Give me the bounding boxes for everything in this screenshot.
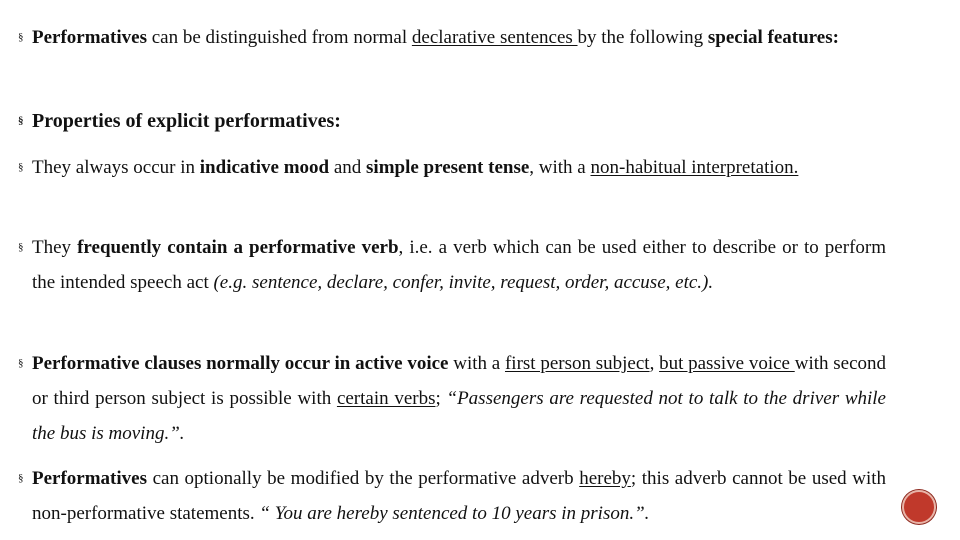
text-segment: hereby bbox=[579, 468, 631, 489]
bullet-text bbox=[32, 110, 341, 132]
bullet-active-voice bbox=[18, 346, 886, 451]
text-segment: declarative sentences bbox=[411, 27, 578, 48]
text-segment: ; this adverb cannot be used with non-performative statements. bbox=[32, 468, 887, 524]
bullet-text bbox=[32, 27, 839, 48]
text-segment: can optionally be modified by the performative adverb bbox=[147, 468, 580, 489]
text-segment: “ You are hereby sentenced to 10 years in prison.”. bbox=[259, 503, 650, 524]
bullet-hereby-adverb bbox=[18, 461, 886, 531]
text-segment: special features: bbox=[707, 27, 839, 48]
text-segment: with a bbox=[448, 353, 505, 374]
text-segment: non-habitual interpretation. bbox=[590, 157, 799, 178]
bullet-indicative-mood bbox=[18, 150, 886, 185]
bullet-text bbox=[32, 353, 886, 444]
bullet-marker: § bbox=[18, 115, 24, 127]
text-segment: with second or third person subject is possible with bbox=[32, 353, 887, 409]
text-segment: can be distinguished from normal bbox=[147, 27, 412, 48]
text-segment: ; bbox=[435, 388, 447, 409]
bullet-marker: § bbox=[18, 31, 24, 43]
text-segment: by the following bbox=[577, 27, 708, 48]
text-segment: frequently contain a performative verb bbox=[77, 237, 399, 258]
text-segment: Properties of explicit performatives: bbox=[32, 110, 341, 132]
page-number-badge bbox=[902, 490, 936, 524]
text-segment: Performatives bbox=[32, 468, 147, 489]
text-segment: Performatives bbox=[32, 27, 147, 48]
text-segment: indicative mood bbox=[199, 157, 330, 178]
bullet-text bbox=[32, 468, 886, 524]
text-segment: but passive voice bbox=[659, 353, 795, 374]
text-segment: simple present tense bbox=[366, 157, 530, 178]
text-segment: and bbox=[329, 157, 367, 178]
text-segment: Performative clauses normally occur in active voice bbox=[32, 353, 449, 374]
text-segment: , with a bbox=[529, 157, 591, 178]
text-segment: (e.g. sentence, declare, confer, invite, request, order, accuse, etc.). bbox=[213, 272, 714, 293]
bullet-performative-verb bbox=[18, 230, 886, 300]
text-segment: They always occur in bbox=[32, 157, 200, 178]
text-segment: first person subject bbox=[504, 353, 650, 374]
bullet-text bbox=[32, 237, 886, 293]
text-segment: “Passengers are requested not to talk to the driver while the bus is moving.”. bbox=[32, 388, 886, 444]
text-segment: , i.e. a verb which can be used either to describe or to perform the intended speech act bbox=[32, 237, 886, 293]
text-segment: certain verbs bbox=[336, 388, 436, 409]
bullet-text bbox=[32, 157, 798, 178]
bullet-marker: § bbox=[18, 161, 24, 173]
bullet-marker: § bbox=[18, 472, 24, 484]
bullet-properties-heading bbox=[18, 104, 886, 139]
bullet-marker: § bbox=[18, 357, 24, 369]
text-segment: , bbox=[649, 353, 660, 374]
bullet-marker: § bbox=[18, 241, 24, 253]
bullet-special-features bbox=[18, 20, 886, 55]
text-segment: They bbox=[32, 237, 78, 258]
